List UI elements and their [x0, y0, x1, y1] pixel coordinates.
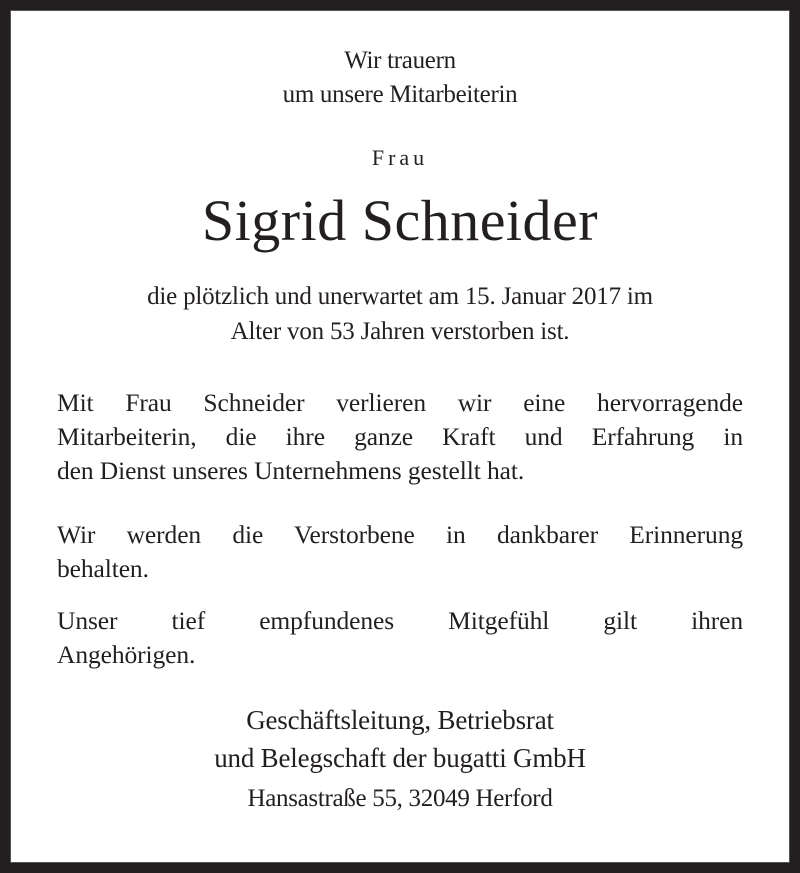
tribute-line-2: Mitarbeiterin, die ihre ganze Kraft und Erfahrung in: [57, 422, 743, 451]
tribute-line-1: Mit Frau Schneider verlieren wir eine hervorragende: [57, 388, 743, 417]
signature-line-1: Geschäftsleitung, Betriebsrat: [246, 705, 554, 735]
condolence-line-2: Angehörigen.: [57, 640, 196, 669]
death-statement-line-1: die plötzlich und unerwartet am 15. Januar 2017 im: [147, 283, 653, 310]
salutation: Frau: [371, 145, 429, 170]
signature-line-2: und Belegschaft der bugatti GmbH: [214, 743, 586, 773]
remembrance-line-2: behalten.: [57, 554, 149, 583]
intro-line-2: um unsere Mitarbeiterin: [282, 81, 518, 108]
obituary-notice: [10, 10, 790, 863]
remembrance-line-1: Wir werden die Verstorbene in dankbarer Erinnerung: [57, 520, 743, 549]
condolence-line-1: Unser tief empfundenes Mitgefühl gilt ihren: [57, 606, 743, 635]
tribute-line-3: den Dienst unseres Unternehmens gestellt hat.: [57, 456, 525, 485]
deceased-name: Sigrid Schneider: [201, 188, 599, 253]
tribute-paragraph: [57, 386, 743, 488]
death-statement-line-2: Alter von 53 Jahren verstorben ist.: [230, 318, 570, 345]
remembrance-paragraph: [57, 518, 743, 586]
condolence-paragraph: [57, 604, 743, 672]
company-address: Hansastraße 55, 32049 Herford: [247, 785, 553, 812]
intro-line-1: Wir trauern: [344, 47, 456, 74]
